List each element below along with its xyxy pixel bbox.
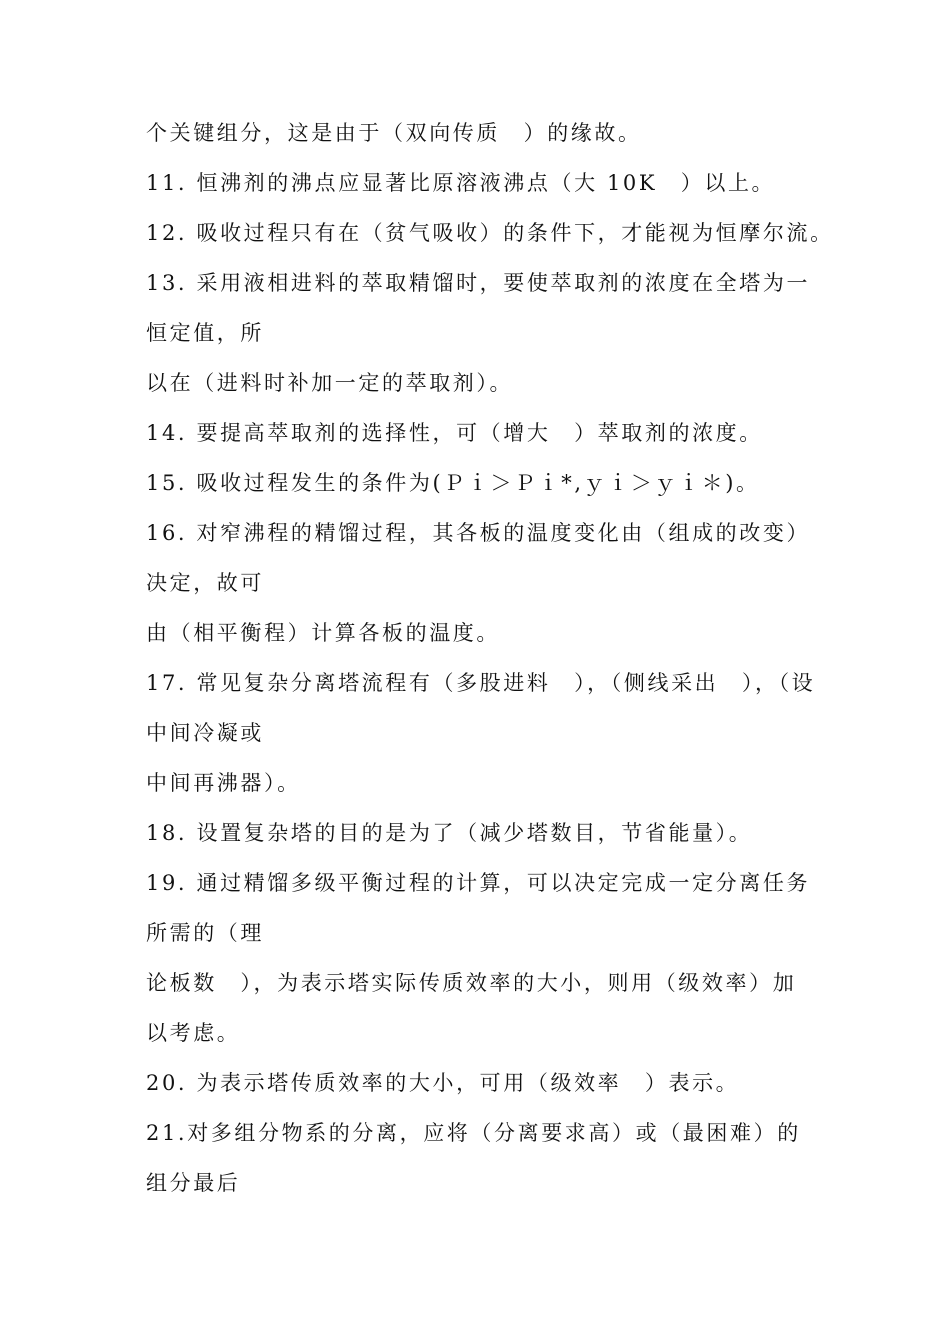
document-text-block [146,108,834,1208]
text-line: 17. 常见复杂分离塔流程有（多股进料 ），（侧线采出 ），（设 [146,671,816,695]
text-line: 个关键组分，这是由于（双向传质 ）的缘故。 [146,121,642,145]
text-line: 恒定值，所 [146,321,264,345]
text-line: 由（相平衡程）计算各板的温度。 [146,621,500,645]
text-line: 以在（进料时补加一定的萃取剂）。 [146,371,514,395]
text-line: 论板数 ），为表示塔实际传质效率的大小，则用（级效率）加 [146,971,797,995]
text-line: 13. 采用液相进料的萃取精馏时，要使萃取剂的浓度在全塔为一 [146,271,811,295]
text-line: 19. 通过精馏多级平衡过程的计算，可以决定完成一定分离任务 [146,871,811,895]
text-line: 决定，故可 [146,571,264,595]
text-line: 中间冷凝或 [146,721,264,745]
text-line: 所需的（理 [146,921,264,945]
text-line: 20. 为表示塔传质效率的大小，可用（级效率 ）表示。 [146,1071,740,1095]
text-line: 14. 要提高萃取剂的选择性，可（增大 ）萃取剂的浓度。 [146,421,763,445]
text-line: 18. 设置复杂塔的目的是为了（减少塔数目，节省能量）。 [146,821,753,845]
text-line: 12. 吸收过程只有在（贫气吸收）的条件下，才能视为恒摩尔流。 [146,221,834,245]
text-line: 中间再沸器）。 [146,771,301,795]
text-line: 21.对多组分物系的分离，应将（分离要求高）或（最困难）的 [146,1121,801,1145]
text-line: 组分最后 [146,1171,241,1195]
text-line: 16. 对窄沸程的精馏过程，其各板的温度变化由（组成的改变） [146,521,811,545]
text-line: 以考虑。 [146,1021,241,1045]
text-line: 11. 恒沸剂的沸点应显著比原溶液沸点（大 10K ）以上。 [146,171,776,195]
text-line: 15. 吸收过程发生的条件为(Ｐｉ＞Ｐｉ*,ｙｉ＞ｙｉ＊)。 [146,471,760,495]
